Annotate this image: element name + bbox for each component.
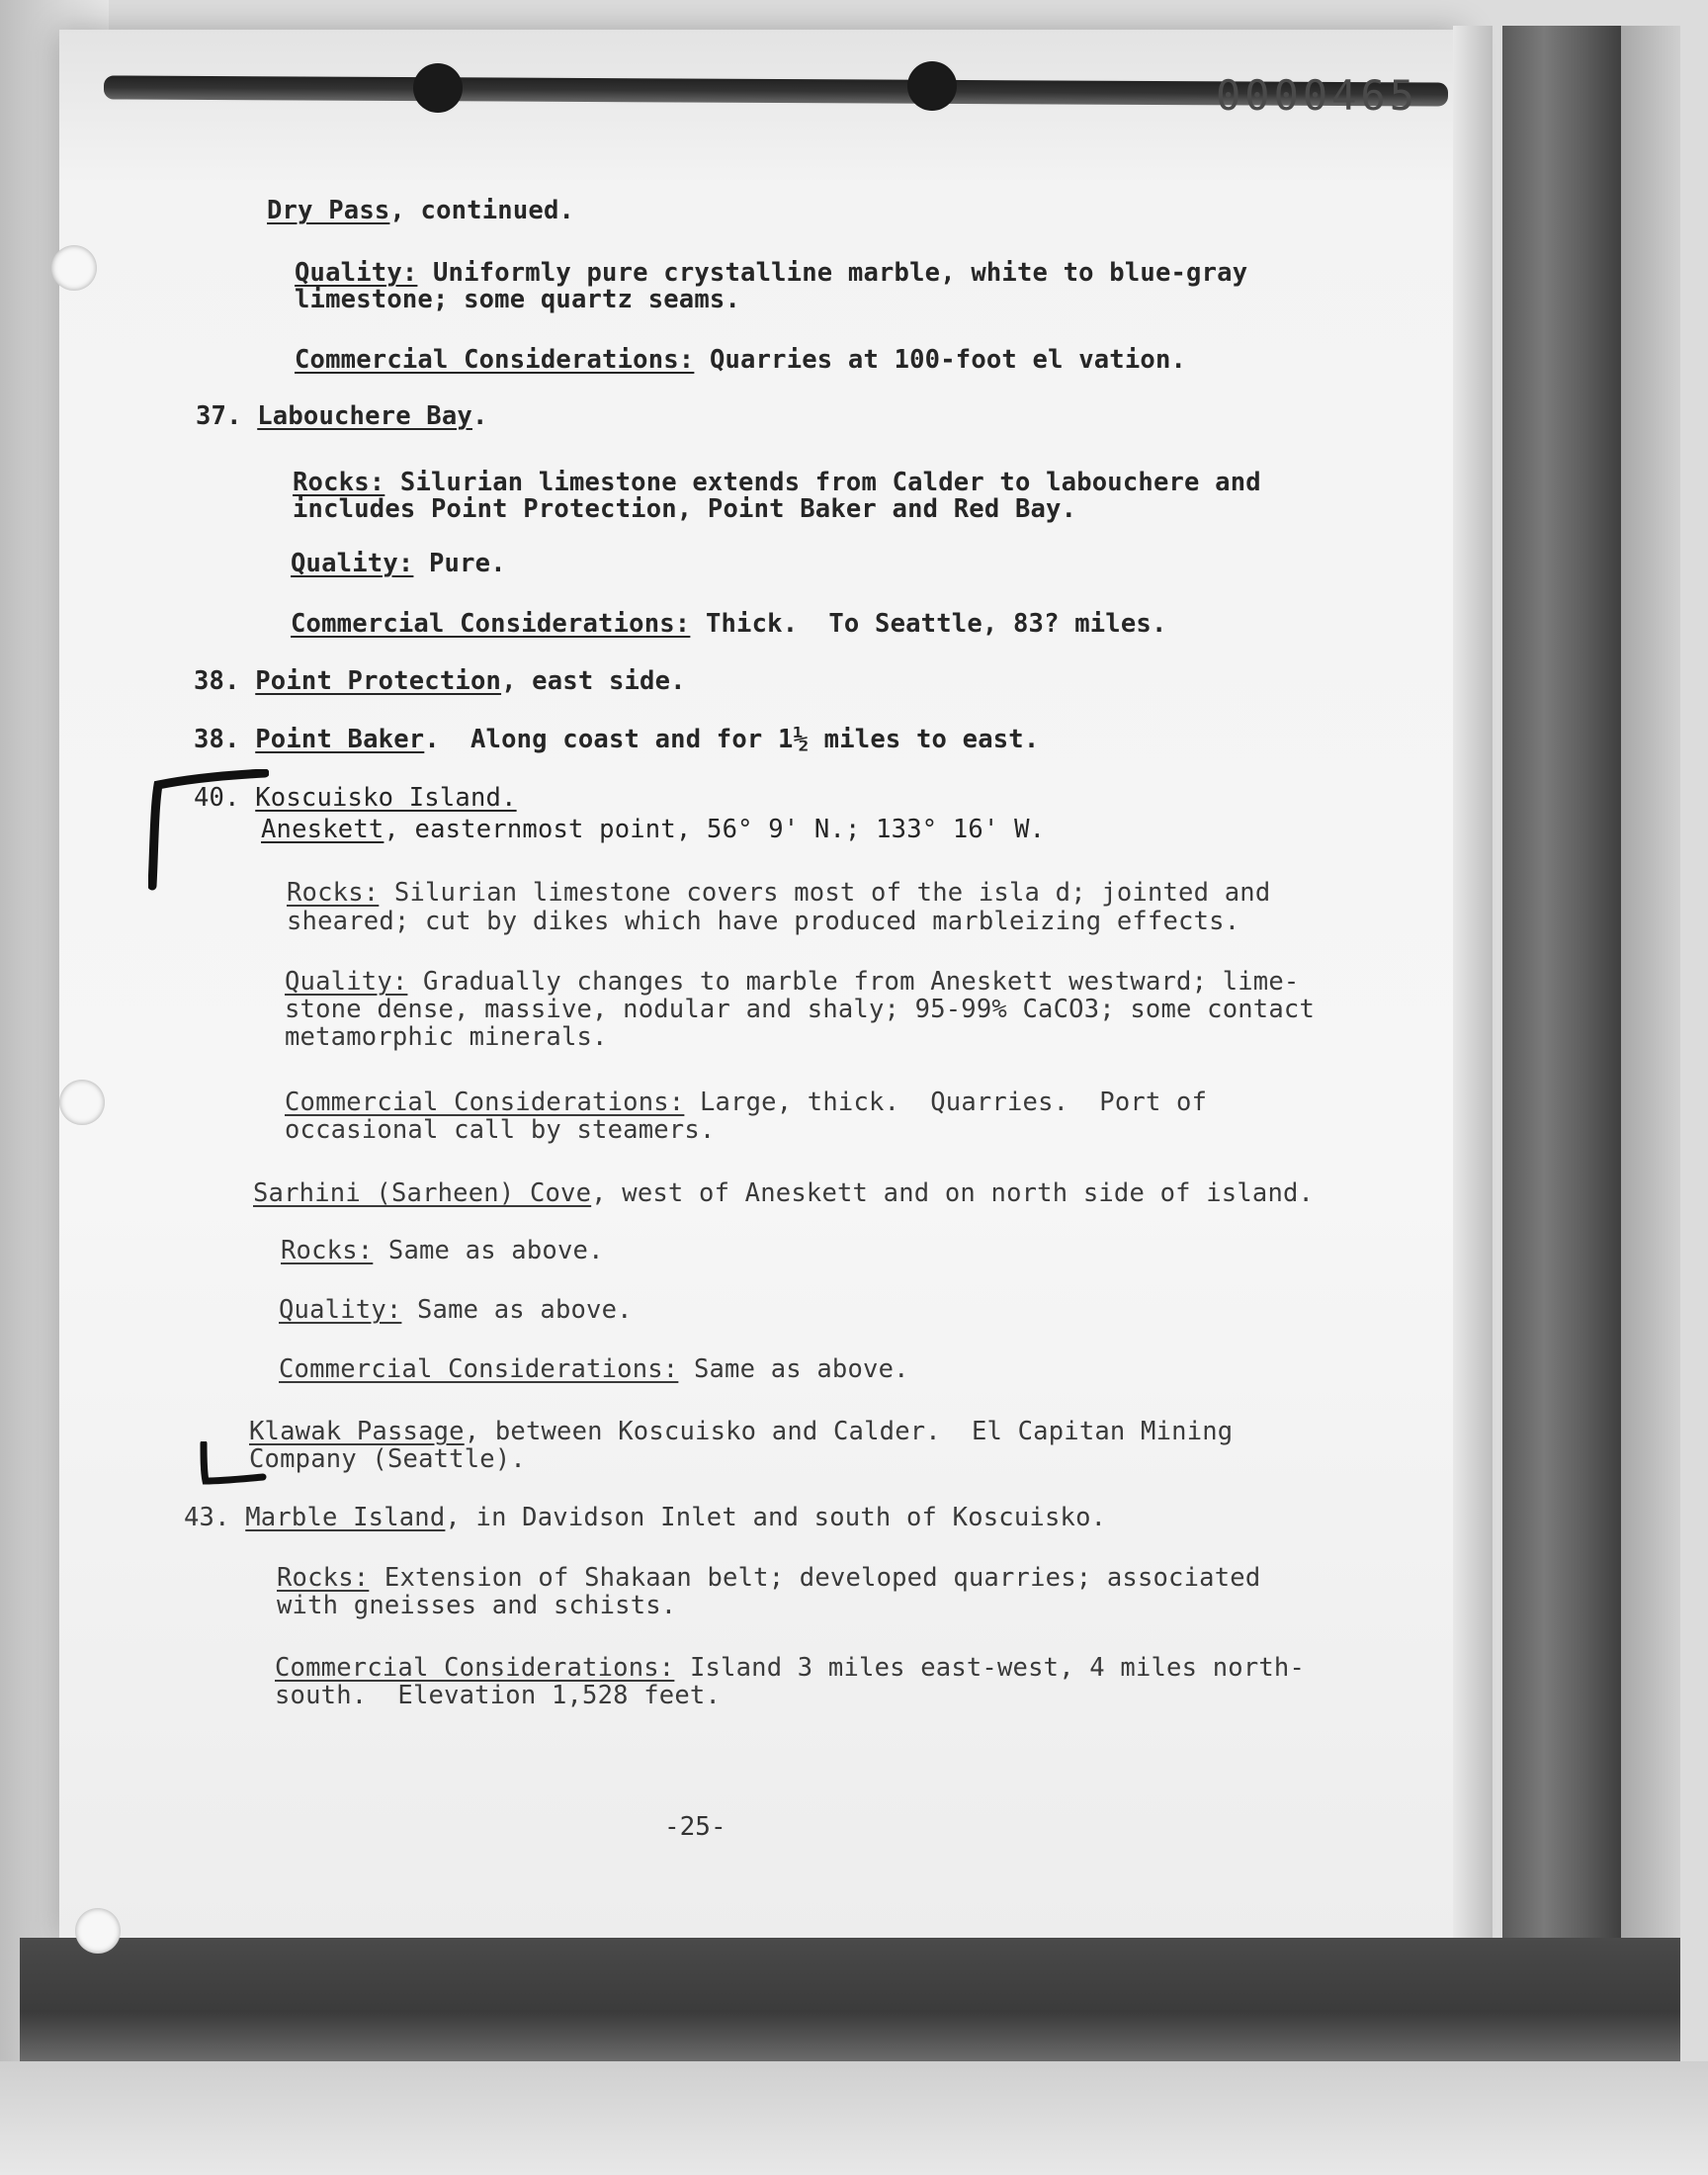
commercial-label: Commercial Considerations: (291, 609, 691, 639)
quality-text: Uniformly pure crystalline marble, white to blue-gray (432, 258, 1248, 288)
quality-line (285, 967, 1299, 997)
entry-heading-continued: Company (Seattle). (249, 1444, 526, 1474)
entry-title-suffix: , east side. (501, 666, 686, 696)
rocks-text: Silurian limestone extends from Calder to labouchere and (399, 468, 1261, 497)
quality-label: Quality: (295, 258, 418, 288)
commercial-text: Thick. To Seattle, 83? miles. (705, 609, 1167, 639)
entry-number: 38. (194, 666, 240, 696)
quality-line-continued: limestone; some quartz seams. (295, 285, 741, 314)
quality-line (295, 258, 1247, 288)
entry-heading (184, 1503, 1106, 1532)
entry-subtitle: Aneskett (261, 815, 384, 844)
quality-line (279, 1295, 633, 1325)
scan-bottom-margin (0, 2061, 1708, 2175)
page-number: -25- (664, 1812, 726, 1842)
heading-suffix: , continued. (389, 196, 575, 225)
quality-label: Quality: (279, 1295, 402, 1325)
quality-label: Quality: (291, 549, 414, 578)
rocks-line (277, 1563, 1260, 1593)
quality-line-continued: metamorphic minerals. (285, 1022, 608, 1052)
entry-heading (194, 783, 517, 813)
commercial-line (279, 1354, 909, 1384)
entry-title-suffix: , in Davidson Inlet and south of Koscuisko. (445, 1503, 1107, 1532)
entry-title-suffix: . Along coast and for 1½ miles to east. (424, 725, 1040, 754)
rocks-line (293, 468, 1261, 497)
entry-heading (194, 666, 686, 696)
handwritten-bracket-mark (198, 1441, 267, 1487)
document-number-stamp: 0000465 (1216, 71, 1419, 120)
commercial-label: Commercial Considerations: (285, 1088, 685, 1117)
quality-label: Quality: (285, 967, 408, 997)
commercial-line (275, 1653, 1305, 1683)
quality-text: Gradually changes to marble from Aneskett westward; lime- (422, 967, 1300, 997)
rocks-text: Extension of Shakaan belt; developed quarries; associated (384, 1563, 1261, 1593)
entry-heading (196, 401, 488, 431)
entry-number: 38. (194, 725, 240, 754)
entry-title: Point Baker (255, 725, 425, 754)
binder-spine (1502, 26, 1621, 2043)
quality-text: Pure. (428, 549, 506, 578)
rocks-label: Rocks: (281, 1236, 374, 1265)
entry-title: Koscuisko Island. (255, 783, 517, 813)
rocks-text: Silurian limestone covers most of the isla d; jointed and (393, 878, 1271, 908)
commercial-line-continued: occasional call by steamers. (285, 1115, 716, 1145)
rocks-label: Rocks: (293, 468, 385, 497)
binder-edge (1621, 26, 1680, 2043)
rocks-label: Rocks: (277, 1563, 370, 1593)
rocks-line-continued: with gneisses and schists. (277, 1591, 677, 1620)
entry-number: 43. (184, 1503, 230, 1532)
entry-title: Point Protection (255, 666, 502, 696)
entry-title: Sarhini (Sarheen) Cove (253, 1178, 592, 1208)
entry-number: 40. (194, 783, 240, 813)
commercial-text: Same as above. (693, 1354, 909, 1384)
commercial-label: Commercial Considerations: (279, 1354, 679, 1384)
rocks-line (287, 878, 1270, 908)
commercial-line-continued: south. Elevation 1,528 feet. (275, 1681, 722, 1710)
quality-line-continued: stone dense, massive, nodular and shaly; 95-99% CaCO3; some contact (285, 995, 1316, 1024)
clip-rivet-right (907, 61, 957, 111)
rocks-label: Rocks: (287, 878, 380, 908)
punch-hole-bottom (75, 1908, 121, 1954)
commercial-line (295, 345, 1186, 375)
quality-line (291, 549, 506, 578)
page-edge-shadow (1453, 26, 1493, 1954)
entry-heading (249, 1417, 1233, 1446)
commercial-text: Island 3 miles east-west, 4 miles north- (689, 1653, 1306, 1683)
commercial-line (291, 609, 1167, 639)
place-name: Dry Pass (267, 196, 390, 225)
commercial-text: Large, thick. Quarries. Port of (699, 1088, 1208, 1117)
entry-heading (253, 1178, 1314, 1208)
rocks-text: Same as above. (387, 1236, 604, 1265)
clip-rivet-left (413, 63, 463, 113)
section-heading (267, 196, 574, 225)
commercial-label: Commercial Considerations: (295, 345, 695, 375)
quality-text: Same as above. (416, 1295, 633, 1325)
rocks-line (281, 1236, 604, 1265)
entry-title-suffix: , between Koscuisko and Calder. El Capitan Mining (464, 1417, 1234, 1446)
entry-subheading (261, 815, 1045, 844)
rocks-line-continued: includes Point Protection, Point Baker and Red Bay. (293, 494, 1077, 524)
entry-title: Klawak Passage (249, 1417, 465, 1446)
commercial-text: Quarries at 100-foot el vation. (709, 345, 1187, 375)
entry-number: 37. (196, 401, 242, 431)
entry-title: Marble Island (245, 1503, 446, 1532)
entry-title-suffix: , west of Aneskett and on north side of island. (591, 1178, 1315, 1208)
commercial-line (285, 1088, 1207, 1117)
commercial-label: Commercial Considerations: (275, 1653, 675, 1683)
punch-hole-middle (59, 1080, 105, 1125)
entry-title-suffix: . (471, 401, 488, 431)
entry-heading (194, 725, 1039, 754)
punch-hole-top (51, 245, 97, 291)
entry-title: Labouchere Bay (257, 401, 472, 431)
entry-subtitle-suffix: , easternmost point, 56° 9' N.; 133° 16' W. (384, 815, 1046, 844)
scan-bottom-band (20, 1938, 1680, 2061)
rocks-line-continued: sheared; cut by dikes which have produced marbleizing effects. (287, 907, 1240, 936)
